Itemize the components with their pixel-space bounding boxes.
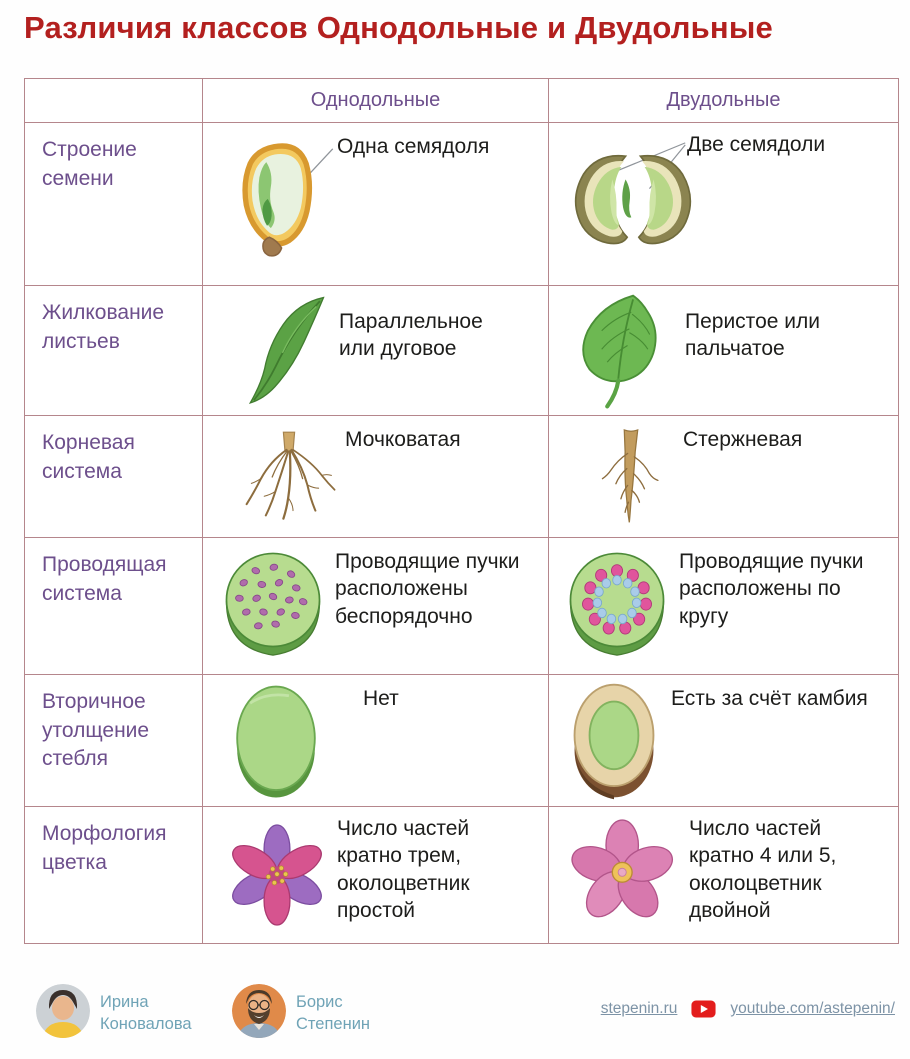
comparison-table <box>24 78 899 944</box>
stem-scattered-bundles-illustration <box>217 544 329 668</box>
row-label-seed-structure: Строение семени <box>25 123 203 286</box>
author-name-irina: Ирина Коновалова <box>100 993 192 1033</box>
fibrous-root-illustration <box>237 422 341 532</box>
five-petal-flower-illustration <box>561 811 687 939</box>
monocot-flower-caption: Число частей кратно трем, околоцветник простой <box>337 817 470 922</box>
monocot-thickening-caption: Нет <box>363 687 399 710</box>
female-author-avatar <box>36 984 90 1038</box>
row-label-leaf-venation: Жилкование листьев <box>25 286 203 416</box>
bean-seed-illustration <box>571 141 695 259</box>
row-label-root-system: Корневая система <box>25 416 203 538</box>
six-petal-flower-illustration <box>221 813 333 937</box>
header-cell-dicots <box>549 79 898 123</box>
cell-monocot-leaf <box>203 286 549 416</box>
footer-links <box>601 1000 895 1018</box>
corn-seed-illustration <box>231 135 323 269</box>
monocot-root-caption: Мочковатая <box>345 428 461 451</box>
monocot-leaf-caption: Параллельное или дуговое <box>339 310 483 361</box>
dicot-flower-caption: Число частей кратно 4 или 5, околоцветник двойной <box>689 817 837 922</box>
cell-monocot-seed <box>203 123 549 286</box>
dicot-root-caption: Стержневая <box>683 428 803 451</box>
site-link[interactable]: stepenin.ru <box>600 1000 678 1017</box>
narrow-leaf-illustration <box>241 294 331 410</box>
monocot-vascular-caption: Проводящие пучки расположены беспорядочно <box>335 550 520 628</box>
header-corner-cell <box>25 79 203 123</box>
broad-leaf-illustration <box>571 292 673 412</box>
cell-dicot-vascular <box>549 538 898 675</box>
woody-stem-illustration <box>567 679 661 803</box>
dicot-leaf-caption: Перистое или пальчатое <box>685 310 820 361</box>
youtube-play-icon <box>691 1000 716 1018</box>
male-author-avatar <box>232 984 286 1038</box>
cell-dicot-thickening <box>549 675 898 807</box>
cell-dicot-seed <box>549 123 898 286</box>
dicot-vascular-caption: Проводящие пучки расположены по кругу <box>679 550 864 628</box>
cell-dicot-root <box>549 416 898 538</box>
taproot-illustration <box>589 420 673 534</box>
header-cell-monocots <box>203 79 549 123</box>
column-header-dicots: Двудольные <box>666 89 781 111</box>
youtube-link[interactable]: youtube.com/astepenin/ <box>730 1000 895 1017</box>
dicot-seed-caption: Две семядоли <box>687 133 826 156</box>
column-header-monocots: Однодольные <box>310 89 441 111</box>
cell-dicot-leaf <box>549 286 898 416</box>
monocot-seed-caption: Одна семядоля <box>337 135 490 158</box>
row-label-secondary-thickening: Вторичное утолщение стебля <box>25 675 203 807</box>
stem-ring-bundles-illustration <box>561 544 673 668</box>
row-label-vascular-system: Проводящая система <box>25 538 203 675</box>
cell-monocot-root <box>203 416 549 538</box>
dicot-thickening-caption: Есть за счёт камбия <box>671 687 868 710</box>
cell-monocot-flower <box>203 807 549 943</box>
cell-dicot-flower <box>549 807 898 943</box>
green-stem-illustration <box>229 681 323 803</box>
cell-monocot-thickening <box>203 675 549 807</box>
page-title: Различия классов Однодольные и Двудольные <box>24 10 773 45</box>
author-name-boris: Борис Степенин <box>296 993 371 1033</box>
row-label-flower-morphology: Морфология цветка <box>25 807 203 943</box>
cell-monocot-vascular <box>203 538 549 675</box>
